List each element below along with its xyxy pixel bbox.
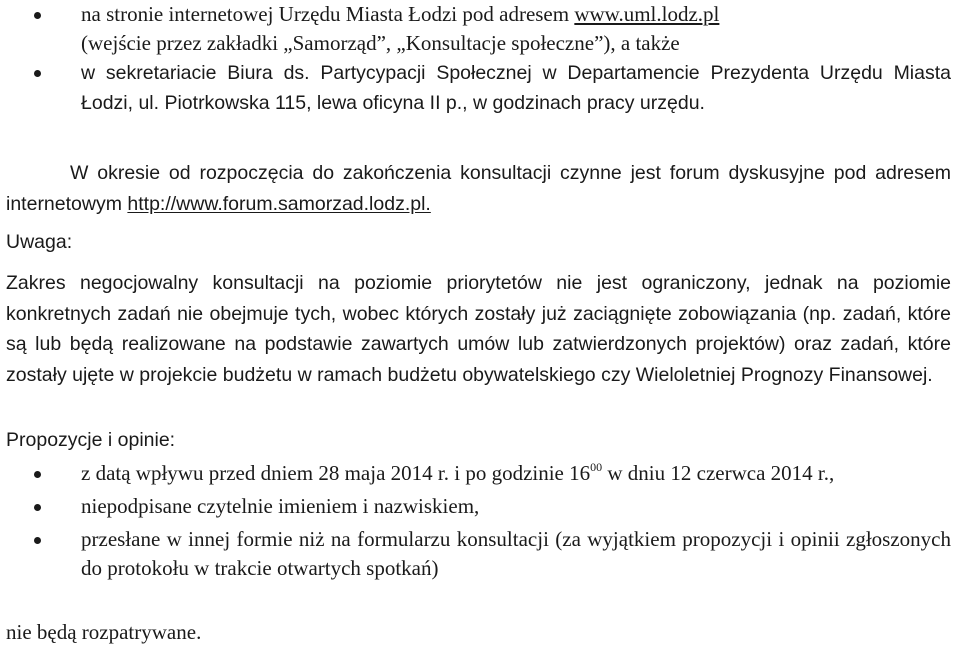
note-heading: Uwaga:: [6, 231, 73, 253]
office-text: w sekretariacie Biura ds. Partycypacji Społecznej w Departamencie Prezydenta Urzędu Miasta Łodzi, ul. Piotrkowska 115, lewa oficyna II p., w godzinach pracy urzędu.: [81, 62, 951, 114]
list-item-office: [6, 58, 951, 118]
list-item-website: [6, 0, 951, 58]
closing-text: nie będą rozpatrywane.: [6, 620, 202, 644]
date-text-before: z datą wpływu przed dniem 28 maja 2014 r. i po godzinie 16: [81, 461, 591, 485]
list-item-date: [6, 459, 951, 488]
date-text-after: w dniu 12 czerwca 2014 r.,: [602, 461, 835, 485]
website-prefix-text: na stronie internetowej Urzędu Miasta Łodzi pod adresem: [81, 2, 575, 26]
note-body: Zakres negocjowalny konsultacji na poziomie priorytetów nie jest ograniczony, jednak na poziomie konkretnych zadań nie obejmuje tych, wobec których zostały już zaciągnięte zobowiązania (np. zadań, które są lub będą realizowane na podstawie zawartych umów lub zatwierdzonych projektów) oraz zadań, które zostały ujęte w projekcie budżetu w ramach budżetu obywatelskiego czy Wieloletniej Prognozy Finansowej.: [6, 272, 951, 386]
proposals-exclusion-list: [6, 459, 951, 583]
hour-superscript: 00: [590, 460, 603, 474]
forum-paragraph: [6, 158, 951, 220]
consultation-channels-list: [6, 0, 951, 118]
website-link[interactable]: www.uml.lodz.pl: [574, 2, 720, 26]
proposals-heading: Propozycje i opinie:: [6, 429, 176, 451]
website-suffix-text: (wejście przez zakładki „Samorząd”, „Konsultacje społeczne”), a także: [81, 31, 680, 55]
list-item-other-form: przesłane w innej formie niż na formularzu konsultacji (za wyjątkiem propozycji i opinii zgłoszonych do protokołu w trakcie otwartych spotkań): [6, 525, 951, 583]
forum-text: W okresie od rozpoczęcia do zakończenia konsultacji czynne jest forum dyskusyjne pod adresem internetowym: [6, 162, 951, 215]
forum-link[interactable]: http://www.forum.samorzad.lodz.pl.: [127, 193, 431, 215]
list-item-unsigned: niepodpisane czytelnie imieniem i nazwiskiem,: [6, 492, 951, 521]
